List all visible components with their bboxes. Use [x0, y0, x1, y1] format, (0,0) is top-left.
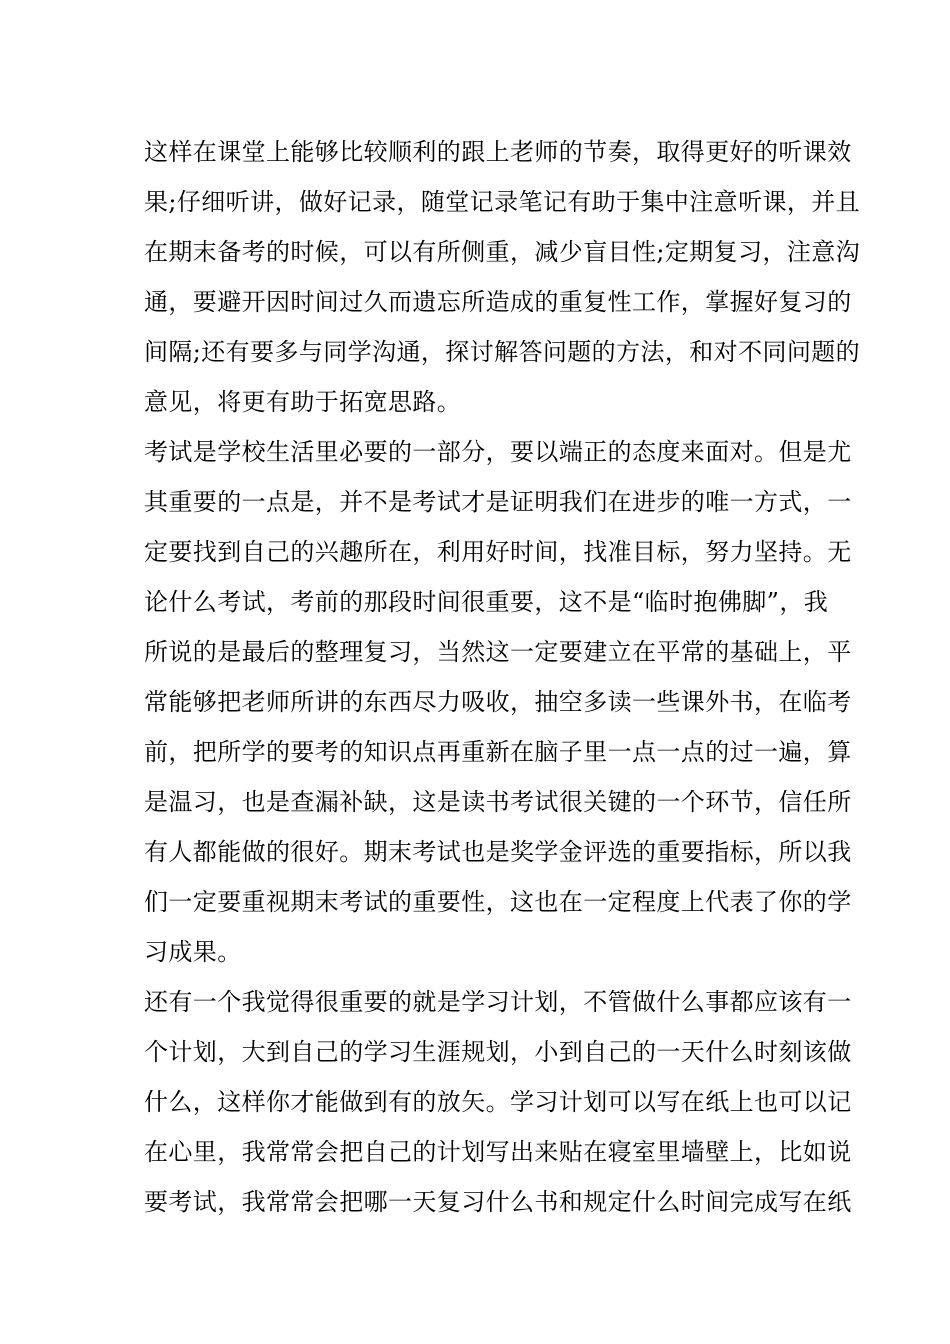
text-line: 间隔;还有要多与同学沟通，探讨解答问题的方法，和对不同问题的: [144, 338, 861, 366]
text-line: 所说的是最后的整理复习，当然这一定要建立在平常的基础上，平: [144, 638, 852, 666]
text-line: 还有一个我觉得很重要的就是学习计划，不管做什么事都应该有一: [144, 988, 852, 1016]
text-line: 意见，将更有助于拓宽思路。: [144, 388, 462, 416]
text-line: 在心里，我常常会把自己的计划写出来贴在寝室里墙壁上，比如说: [144, 1138, 852, 1166]
text-line: 通，要避开因时间过久而遗忘所造成的重复性工作，掌握好复习的: [144, 288, 852, 316]
text-line: 考试是学校生活里必要的一部分，要以端正的态度来面对。但是尤: [144, 438, 852, 466]
text-line: 什么，这样你才能做到有的放矢。学习计划可以写在纸上也可以记: [144, 1088, 852, 1116]
text-line: 个计划，大到自己的学习生涯规划，小到自己的一天什么时刻该做: [144, 1038, 852, 1066]
text-line: 在期末备考的时候，可以有所侧重，减少盲目性;定期复习，注意沟: [144, 238, 861, 266]
text-line: 这样在课堂上能够比较顺利的跟上老师的节奏，取得更好的听课效: [144, 138, 852, 166]
text-line: 有人都能做的很好。期末考试也是奖学金评选的重要指标，所以我: [144, 838, 852, 866]
text-line: 习成果。: [144, 938, 242, 966]
text-line: 要考试，我常常会把哪一天复习什么书和规定什么时间完成写在纸: [144, 1188, 852, 1216]
text-line: 果;仔细听讲，做好记录，随堂记录笔记有助于集中注意听课，并且: [144, 188, 861, 216]
text-line: 们一定要重视期末考试的重要性，这也在一定程度上代表了你的学: [144, 888, 852, 916]
text-line: 是温习，也是查漏补缺，这是读书考试很关键的一个环节，信任所: [144, 788, 852, 816]
text-line: 常能够把老师所讲的东西尽力吸收，抽空多读一些课外书，在临考: [144, 688, 852, 716]
text-line: 定要找到自己的兴趣所在，利用好时间，找准目标，努力坚持。无: [144, 538, 852, 566]
text-line: 其重要的一点是，并不是考试才是证明我们在进步的唯一方式，一: [144, 488, 852, 516]
text-line: 论什么考试，考前的那段时间很重要，这不是“临时抱佛脚”，我: [144, 588, 829, 616]
text-line: 前，把所学的要考的知识点再重新在脑子里一点一点的过一遍，算: [144, 738, 852, 766]
